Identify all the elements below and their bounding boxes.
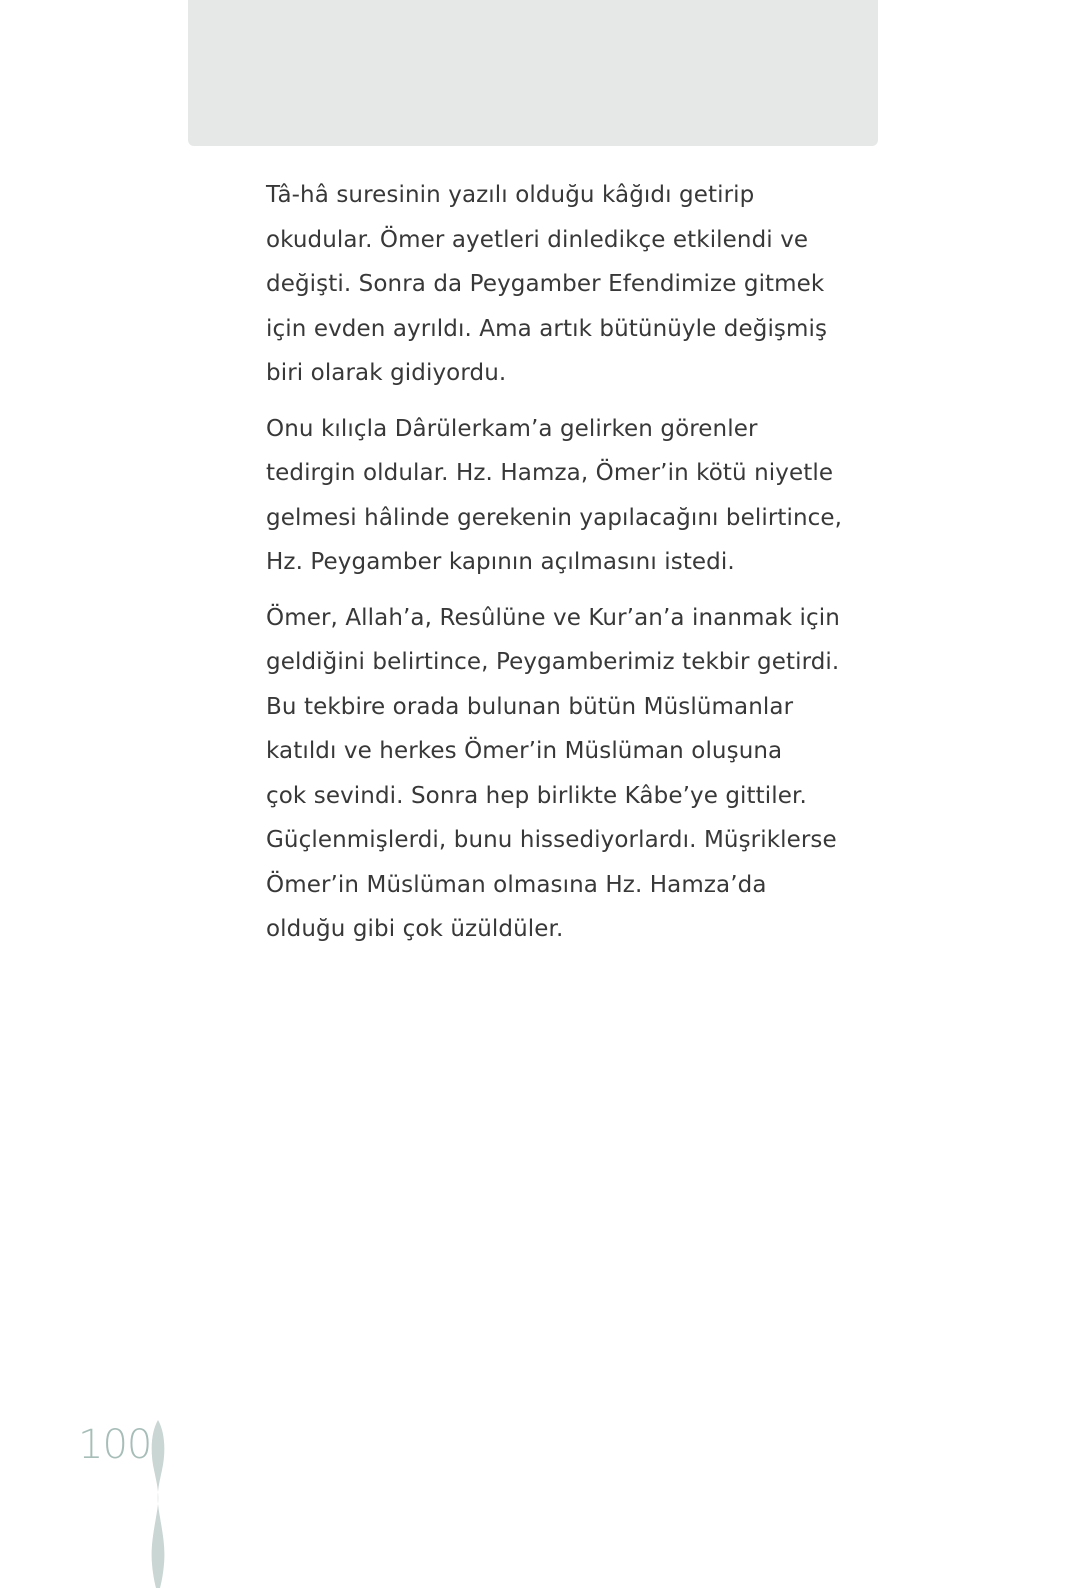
text-line: Güçlenmişlerdi, bunu hissediyorlardı. Müşriklerse — [266, 827, 837, 853]
text-line: çok sevindi. Sonra hep birlikte Kâbe’ye gittiler. — [266, 782, 807, 809]
text-line: Ömer, Allah’a, Resûlüne ve Kur’an’a inanmak için — [266, 604, 840, 631]
decorative-ornament-icon — [146, 1418, 170, 1588]
text-line: tedirgin oldular. Hz. Hamza, Ömer’in kötü niyetle — [266, 460, 834, 486]
text-line: Onu kılıçla Dârülerkam’a gelirken görenler — [266, 415, 758, 442]
text-line: Ömer’in Müslüman olmasına Hz. Hamza’da — [266, 871, 767, 898]
text-line: Bu tekbire orada bulunan bütün Müslümanlar — [266, 693, 794, 720]
text-line: için evden ayrıldı. Ama artık bütünüyle değişmiş — [266, 315, 828, 342]
text-line: biri olarak gidiyordu. — [266, 360, 507, 386]
text-line: değişti. Sonra da Peygamber Efendimize gitmek — [266, 271, 825, 297]
text-line: katıldı ve herkes Ömer’in Müslüman oluşuna — [266, 738, 783, 764]
text-line: olduğu gibi çok üzüldüler. — [266, 916, 564, 942]
header-image-placeholder — [188, 0, 878, 146]
text-line: okudular. Ömer ayetleri dinledikçe etkilendi ve — [266, 226, 809, 253]
paragraph — [266, 596, 840, 952]
text-line: Tâ-hâ suresinin yazılı olduğu kâğıdı getirip — [266, 182, 755, 208]
text-line: gelmesi hâlinde gerekenin yapılacağını belirtince, — [266, 504, 843, 531]
body-text — [266, 173, 843, 963]
text-line: Hz. Peygamber kapının açılmasını istedi. — [266, 549, 735, 575]
text-line: geldiğini belirtince, Peygamberimiz tekbir getirdi. — [266, 649, 840, 675]
page-number: 100 — [78, 1422, 152, 1468]
paragraph — [266, 173, 826, 396]
paragraph — [266, 407, 843, 585]
